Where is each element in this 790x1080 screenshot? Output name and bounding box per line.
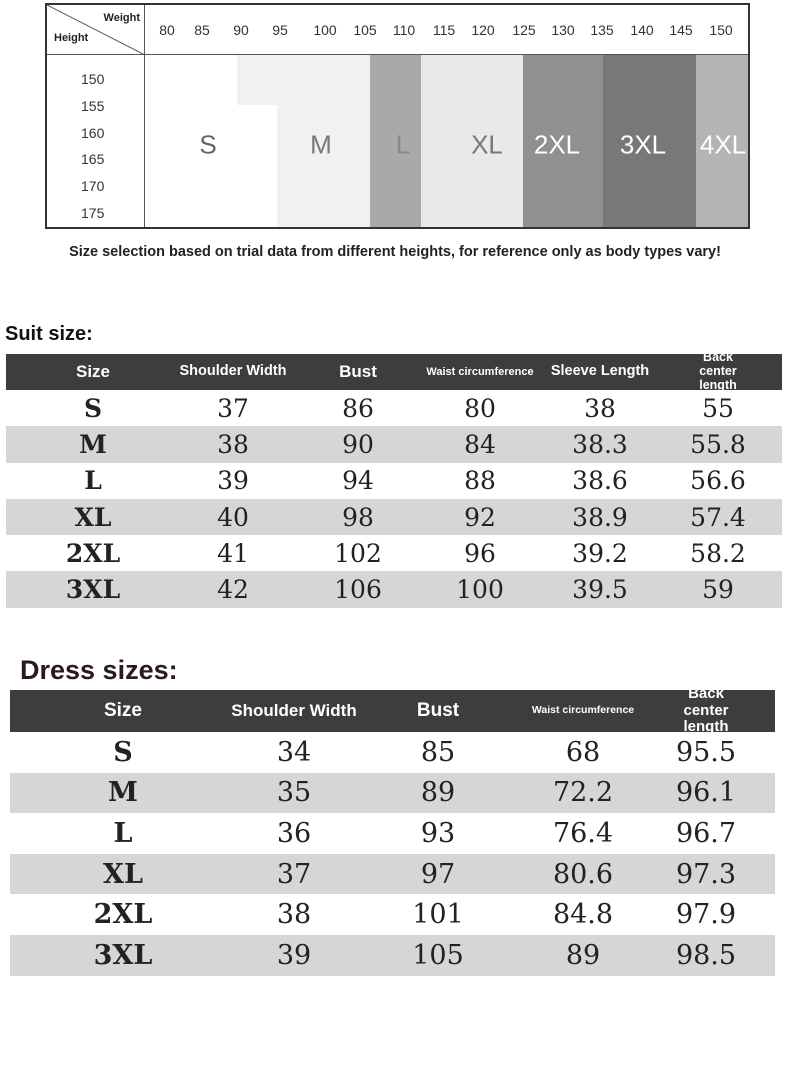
value-cell: 95.5 bbox=[675, 736, 737, 768]
value-cell: 38.6 bbox=[572, 466, 628, 496]
value-cell: 35 bbox=[276, 777, 312, 809]
dress-table-header bbox=[10, 685, 775, 736]
size-cell: XL bbox=[74, 502, 112, 532]
size-zone bbox=[370, 55, 423, 105]
column-header: Size bbox=[75, 361, 111, 381]
size-cell: 2XL bbox=[65, 538, 121, 568]
size-zone bbox=[421, 55, 525, 105]
value-cell: 90 bbox=[342, 429, 374, 459]
size-cell: L bbox=[113, 817, 133, 849]
value-cell: 55.8 bbox=[690, 429, 746, 459]
value-cell: 97.9 bbox=[675, 899, 737, 931]
value-cell: 98.5 bbox=[675, 939, 737, 971]
size-note: Size selection based on trial data from different heights, for reference only as body types vary! bbox=[69, 244, 721, 260]
value-cell: 100 bbox=[456, 575, 504, 605]
value-cell: 72.2 bbox=[552, 777, 614, 809]
value-cell: 57.4 bbox=[690, 502, 746, 532]
size-zone-step bbox=[370, 105, 423, 229]
suit-section-title: Suit size: bbox=[5, 323, 93, 345]
size-cell: L bbox=[84, 466, 102, 496]
weight-value: 120 bbox=[471, 22, 495, 38]
value-cell: 98 bbox=[342, 502, 374, 532]
weight-value: 100 bbox=[313, 22, 337, 38]
weight-value: 105 bbox=[353, 22, 377, 38]
weight-value: 140 bbox=[630, 22, 654, 38]
value-cell: 96 bbox=[464, 538, 496, 568]
weight-value: 115 bbox=[432, 22, 456, 38]
size-zone bbox=[237, 55, 373, 105]
table-row bbox=[6, 571, 782, 607]
column-header: Sleeve Length bbox=[550, 363, 650, 380]
column-header: Bust bbox=[416, 699, 460, 721]
column-header: Waist circumference bbox=[531, 704, 635, 717]
size-cell: XL bbox=[103, 858, 143, 890]
height-value: 165 bbox=[81, 151, 105, 167]
size-cell: M bbox=[79, 429, 107, 459]
weight-value: 110 bbox=[392, 22, 416, 38]
size-cell: S bbox=[113, 736, 133, 768]
value-cell: 89 bbox=[420, 777, 456, 809]
table-row bbox=[6, 463, 782, 499]
value-cell: 84 bbox=[464, 429, 496, 459]
value-cell: 80.6 bbox=[552, 858, 614, 890]
value-cell: 39 bbox=[276, 939, 312, 971]
table-row bbox=[10, 813, 775, 854]
value-cell: 41 bbox=[217, 538, 249, 568]
value-cell: 88 bbox=[464, 466, 496, 496]
value-cell: 97 bbox=[420, 858, 456, 890]
value-cell: 97.3 bbox=[675, 858, 737, 890]
value-cell: 38 bbox=[276, 899, 312, 931]
weight-value: 150 bbox=[709, 22, 733, 38]
value-cell: 89 bbox=[565, 939, 601, 971]
size-zone-step bbox=[696, 105, 750, 229]
column-header: Shoulder Width bbox=[231, 700, 357, 720]
value-cell: 36 bbox=[276, 817, 312, 849]
value-cell: 38 bbox=[217, 429, 249, 459]
size-cell: 3XL bbox=[93, 939, 153, 971]
weight-value: 145 bbox=[669, 22, 693, 38]
value-cell: 55 bbox=[702, 393, 734, 423]
value-cell: 42 bbox=[217, 575, 249, 605]
value-cell: 80 bbox=[464, 393, 496, 423]
value-cell: 38.9 bbox=[572, 502, 628, 532]
value-cell: 37 bbox=[276, 858, 312, 890]
size-zones bbox=[145, 55, 748, 227]
weight-value: 125 bbox=[512, 22, 536, 38]
suit-table-header bbox=[6, 350, 782, 392]
height-column bbox=[47, 55, 145, 227]
size-zone-step bbox=[523, 105, 606, 229]
value-cell: 101 bbox=[412, 899, 464, 931]
size-cell: M bbox=[108, 777, 138, 809]
size-zone-label: M bbox=[310, 129, 332, 160]
size-zone-label: 2XL bbox=[533, 129, 581, 160]
value-cell: 84.8 bbox=[552, 899, 614, 931]
size-zone-label: XL bbox=[471, 129, 503, 160]
value-cell: 37 bbox=[217, 393, 249, 423]
value-cell: 39.5 bbox=[572, 575, 628, 605]
height-value: 150 bbox=[81, 71, 105, 87]
size-zone bbox=[603, 55, 698, 105]
value-cell: 94 bbox=[342, 466, 374, 496]
size-zone bbox=[696, 55, 750, 105]
size-zone-label: S bbox=[199, 129, 217, 160]
value-cell: 34 bbox=[276, 736, 312, 768]
weight-value: 130 bbox=[551, 22, 575, 38]
table-row bbox=[6, 499, 782, 535]
weight-value: 80 bbox=[159, 22, 175, 38]
column-header: Waist circumference bbox=[426, 365, 534, 378]
table-row bbox=[10, 935, 775, 976]
size-zone-step bbox=[277, 105, 373, 229]
size-cell: 2XL bbox=[93, 899, 153, 931]
value-cell: 93 bbox=[420, 817, 456, 849]
value-cell: 105 bbox=[412, 939, 464, 971]
size-zone-label: 3XL bbox=[619, 129, 667, 160]
table-row bbox=[10, 894, 775, 935]
column-header: Back center length bbox=[683, 685, 729, 736]
dress-section-title: Dress sizes: bbox=[20, 655, 178, 685]
weight-header bbox=[145, 5, 748, 55]
column-header: Bust bbox=[339, 361, 377, 381]
table-row bbox=[6, 390, 782, 426]
value-cell: 59 bbox=[702, 575, 734, 605]
dress-size-table bbox=[10, 685, 775, 976]
value-cell: 38 bbox=[584, 393, 616, 423]
value-cell: 39.2 bbox=[572, 538, 628, 568]
height-value: 160 bbox=[81, 125, 105, 141]
chart-corner bbox=[47, 5, 145, 55]
size-zone-step bbox=[421, 105, 525, 229]
value-cell: 102 bbox=[334, 538, 382, 568]
value-cell: 86 bbox=[342, 393, 374, 423]
value-cell: 96.7 bbox=[675, 817, 737, 849]
value-cell: 68 bbox=[565, 736, 601, 768]
weight-value: 135 bbox=[590, 22, 614, 38]
height-axis-label: Height bbox=[54, 32, 89, 44]
suit-size-table bbox=[6, 350, 782, 608]
weight-axis-label: Weight bbox=[103, 12, 140, 24]
value-cell: 58.2 bbox=[690, 538, 746, 568]
table-row bbox=[6, 535, 782, 571]
value-cell: 92 bbox=[464, 502, 496, 532]
column-header: Back center length bbox=[699, 350, 737, 392]
size-zone-label: L bbox=[395, 129, 411, 160]
weight-value: 90 bbox=[233, 22, 249, 38]
column-header: Size bbox=[103, 699, 143, 721]
table-row bbox=[10, 854, 775, 895]
value-cell: 76.4 bbox=[552, 817, 614, 849]
height-value: 155 bbox=[81, 98, 105, 114]
size-zone-label: 4XL bbox=[699, 129, 747, 160]
value-cell: 106 bbox=[334, 575, 382, 605]
size-chart bbox=[45, 3, 750, 229]
value-cell: 40 bbox=[217, 502, 249, 532]
height-value: 170 bbox=[81, 178, 105, 194]
suit-table-body bbox=[6, 390, 782, 608]
dress-table-body bbox=[10, 732, 775, 976]
table-row bbox=[10, 732, 775, 773]
height-value: 175 bbox=[81, 205, 105, 221]
weight-value: 95 bbox=[272, 22, 288, 38]
column-header: Shoulder Width bbox=[179, 363, 287, 380]
size-cell: 3XL bbox=[65, 575, 121, 605]
size-cell: S bbox=[83, 393, 103, 423]
value-cell: 85 bbox=[420, 736, 456, 768]
table-row bbox=[10, 773, 775, 814]
weight-value: 85 bbox=[194, 22, 210, 38]
size-zone-step bbox=[603, 105, 698, 229]
size-zone bbox=[523, 55, 606, 105]
table-row bbox=[6, 426, 782, 462]
value-cell: 96.1 bbox=[675, 777, 737, 809]
value-cell: 56.6 bbox=[690, 466, 746, 496]
value-cell: 39 bbox=[217, 466, 249, 496]
value-cell: 38.3 bbox=[572, 429, 628, 459]
